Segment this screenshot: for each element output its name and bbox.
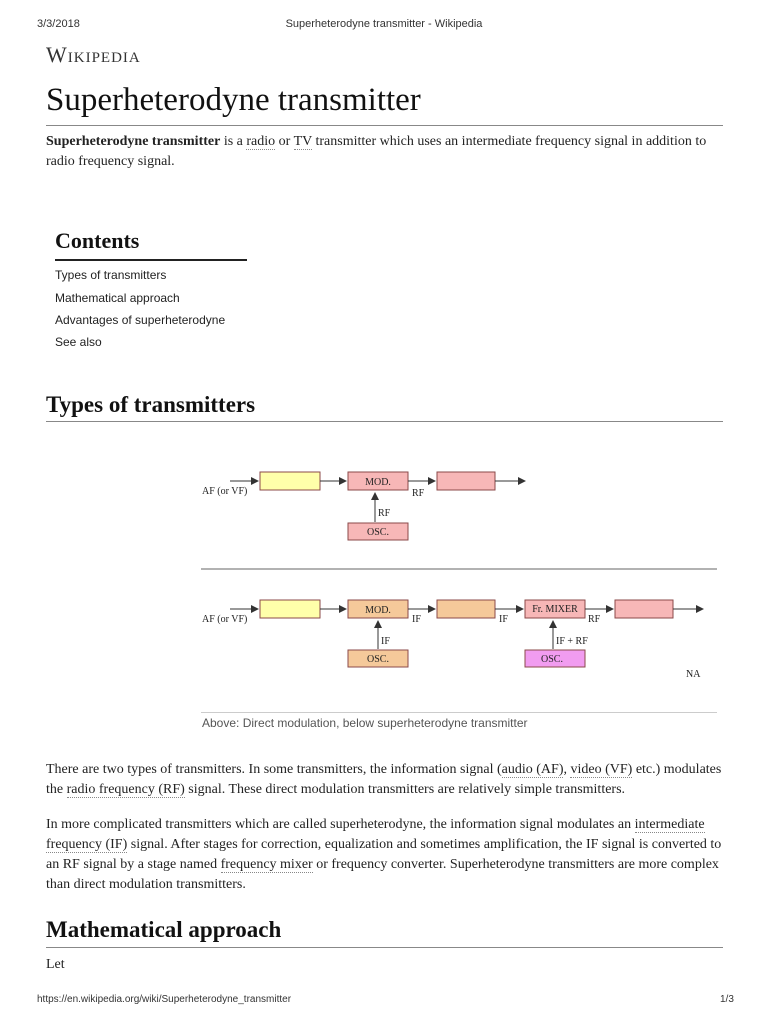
- intro-text-1: is a: [220, 134, 247, 149]
- contents-title: Contents: [55, 228, 140, 253]
- link-audio[interactable]: audio (AF): [501, 762, 564, 777]
- intro-text-3: transmitter which uses an intermediate frequency signal in addition to radio frequency signal.: [46, 134, 707, 169]
- contents-divider: [55, 259, 247, 261]
- link-tv[interactable]: TV: [293, 134, 312, 149]
- p2-text-2: signal. After stages for correction, equalization and sometimes amplification, the IF signal is converted to an RF signal by a stage named: [46, 837, 722, 872]
- top-rf-out-label: RF: [412, 488, 425, 499]
- link-frequency-mixer[interactable]: frequency mixer: [220, 857, 313, 872]
- intro-text-2: or: [275, 134, 294, 149]
- top-input-label: AF (or VF): [202, 486, 248, 497]
- toc-item-see-also[interactable]: See also: [55, 335, 102, 349]
- page-title: Superheterodyne transmitter: [46, 82, 421, 118]
- transmitter-diagram: [195, 460, 725, 720]
- top-power-amp-block: [437, 472, 495, 490]
- p1-text-4: signal. These direct modulation transmitters are relatively simple transmitters.: [184, 782, 626, 797]
- footer-url: https://en.wikipedia.org/wiki/Superheterodyne_transmitter: [37, 994, 292, 1005]
- bottom-rf-out-label: RF: [588, 614, 601, 625]
- link-radio-frequency[interactable]: radio frequency (RF): [66, 782, 185, 797]
- link-video[interactable]: video (VF): [570, 762, 633, 777]
- bottom-if-amp-block: [437, 600, 495, 618]
- toc-item-math[interactable]: Mathematical approach: [55, 291, 180, 305]
- types-divider: [46, 421, 723, 422]
- heading-math: Mathematical approach: [46, 917, 282, 942]
- bottom-osc1-label: OSC.: [367, 654, 389, 665]
- toc-item-types[interactable]: Types of transmitters: [55, 268, 167, 282]
- wikipedia-logo[interactable]: Wikipedia: [46, 42, 141, 67]
- intro-bold-term: Superheterodyne transmitter: [46, 134, 221, 149]
- types-paragraph-2: [46, 815, 723, 895]
- diagram-tag: NA: [686, 669, 701, 680]
- toc-item-advantages[interactable]: Advantages of superheterodyne: [55, 313, 226, 327]
- footer-page-number: 1/3: [720, 994, 734, 1005]
- p2-text-1: In more complicated transmitters which are called superheterodyne, the information signal modulates an: [46, 817, 635, 832]
- bottom-if-label-1: IF: [412, 614, 421, 625]
- intro-paragraph: [46, 132, 723, 172]
- math-text: Let: [46, 957, 65, 972]
- bottom-if-rf-label: IF + RF: [556, 636, 588, 647]
- bottom-mixer-label: Fr. MIXER: [532, 604, 578, 615]
- p1-text-2: ,: [563, 762, 571, 777]
- top-mod-label: MOD.: [365, 477, 391, 488]
- heading-types: Types of transmitters: [46, 392, 256, 417]
- bottom-amp-block: [260, 600, 320, 618]
- p1-text-3: etc.) modulates the: [46, 762, 722, 797]
- p1-text-1: There are two types of transmitters. In some transmitters, the information signal (: [46, 762, 502, 777]
- bottom-mod-label: MOD.: [365, 605, 391, 616]
- figure-caption: Above: Direct modulation, below superheterodyne transmitter: [202, 716, 528, 730]
- p2-text-3: or frequency converter. Superheterodyne transmitters are more complex than direct modulation transmitters.: [46, 857, 719, 892]
- caption-divider: [201, 712, 717, 713]
- top-amp-block: [260, 472, 320, 490]
- top-rf-osc-label: RF: [378, 508, 391, 519]
- print-date: 3/3/2018: [37, 18, 80, 30]
- link-radio[interactable]: radio: [246, 134, 276, 149]
- top-osc-label: OSC.: [367, 527, 389, 538]
- link-intermediate-frequency[interactable]: intermediate frequency (IF): [46, 817, 705, 852]
- bottom-if-label-2: IF: [499, 614, 508, 625]
- bottom-osc2-label: OSC.: [541, 654, 563, 665]
- bottom-input-label: AF (or VF): [202, 614, 248, 625]
- math-divider: [46, 947, 723, 948]
- bottom-if-osc-label: IF: [381, 636, 390, 647]
- bottom-power-amp-block: [615, 600, 673, 618]
- types-paragraph-1: [46, 760, 723, 800]
- title-divider: [46, 125, 723, 126]
- print-page-title: Superheterodyne transmitter - Wikipedia: [285, 18, 483, 30]
